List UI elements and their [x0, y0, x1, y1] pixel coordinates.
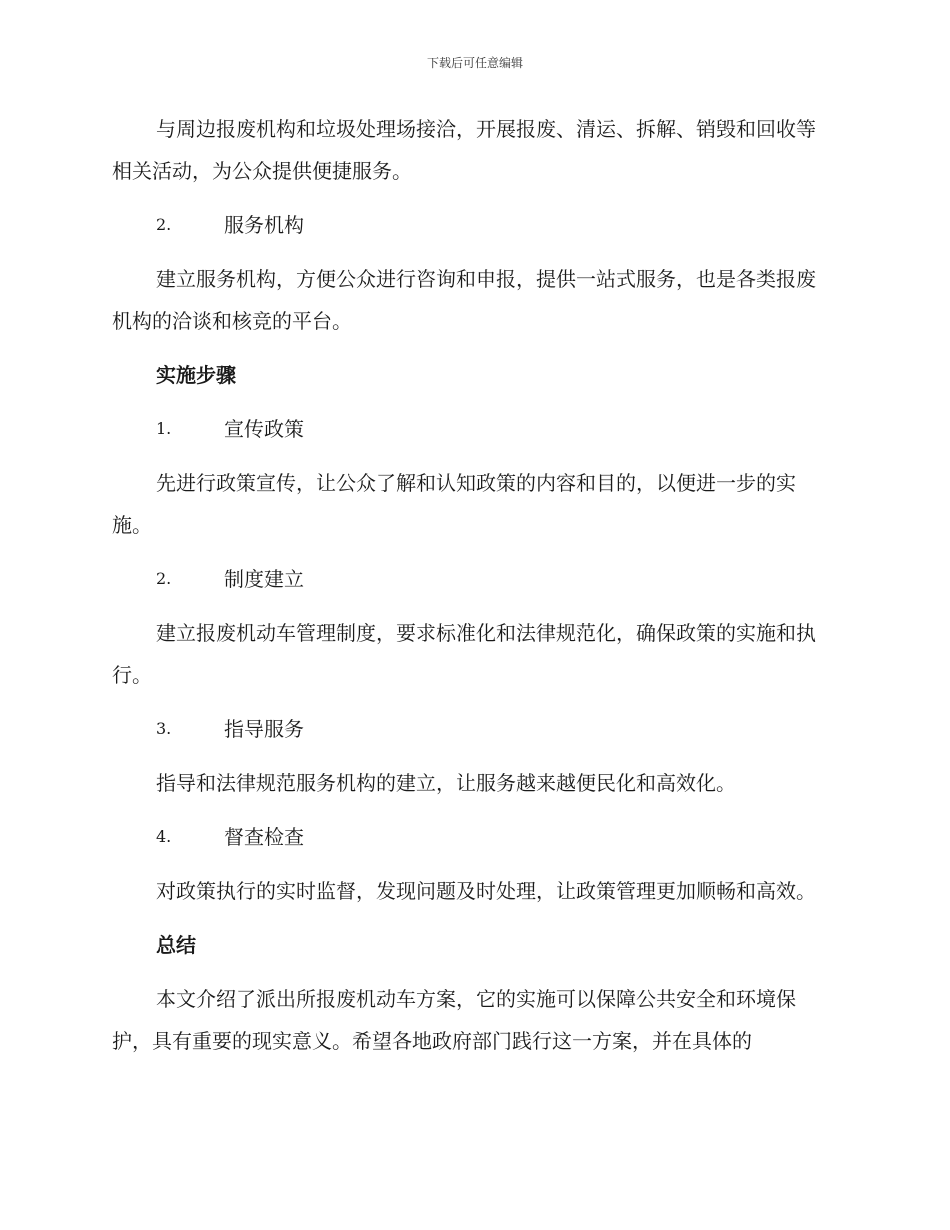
- list-title: 服务机构: [224, 213, 304, 237]
- list-item-step-2: [112, 558, 832, 600]
- paragraph: 建立报废机动车管理制度，要求标准化和法律规范化，确保政策的实施和执行。: [112, 621, 816, 687]
- paragraph: 本文介绍了派出所报废机动车方案，它的实施可以保障公共安全和环境保护，具有重要的现实意义。希望各地政府部门践行这一方案，并在具体的: [112, 987, 796, 1053]
- paragraph: 建立服务机构，方便公众进行咨询和申报，提供一站式服务，也是各类报废机构的洽谈和核竞的平台。: [112, 267, 816, 333]
- list-number: 4.: [156, 827, 172, 846]
- list-title: 制度建立: [224, 567, 304, 591]
- list-number: 3.: [156, 719, 172, 738]
- list-title: 督查检查: [224, 825, 304, 849]
- page-header: 下载后可任意编辑: [426, 56, 523, 70]
- list-title: 宣传政策: [224, 417, 304, 441]
- list-item-step-4: [112, 816, 832, 858]
- list-title: 指导服务: [224, 717, 304, 741]
- list-number: 2.: [156, 215, 172, 234]
- paragraph: 先进行政策宣传，让公众了解和认知政策的内容和目的，以便进一步的实施。: [112, 471, 796, 537]
- list-item-service-agency: [112, 204, 832, 246]
- paragraph: 指导和法律规范服务机构的建立，让服务越来越便民化和高效化。: [156, 771, 736, 795]
- paragraph: 对政策执行的实时监督，发现问题及时处理，让政策管理更加顺畅和高效。: [156, 879, 816, 903]
- section-heading-steps: 实施步骤: [156, 363, 236, 387]
- paragraph: 与周边报废机构和垃圾处理场接洽，开展报废、清运、拆解、销毁和回收等相关活动，为公众提供便捷服务。: [112, 117, 816, 183]
- document-body: [112, 108, 832, 1062]
- list-item-step-1: [112, 408, 832, 450]
- list-item-step-3: [112, 708, 832, 750]
- list-number: 2.: [156, 569, 172, 588]
- section-heading-summary: 总结: [156, 933, 196, 957]
- list-number: 1.: [156, 419, 172, 438]
